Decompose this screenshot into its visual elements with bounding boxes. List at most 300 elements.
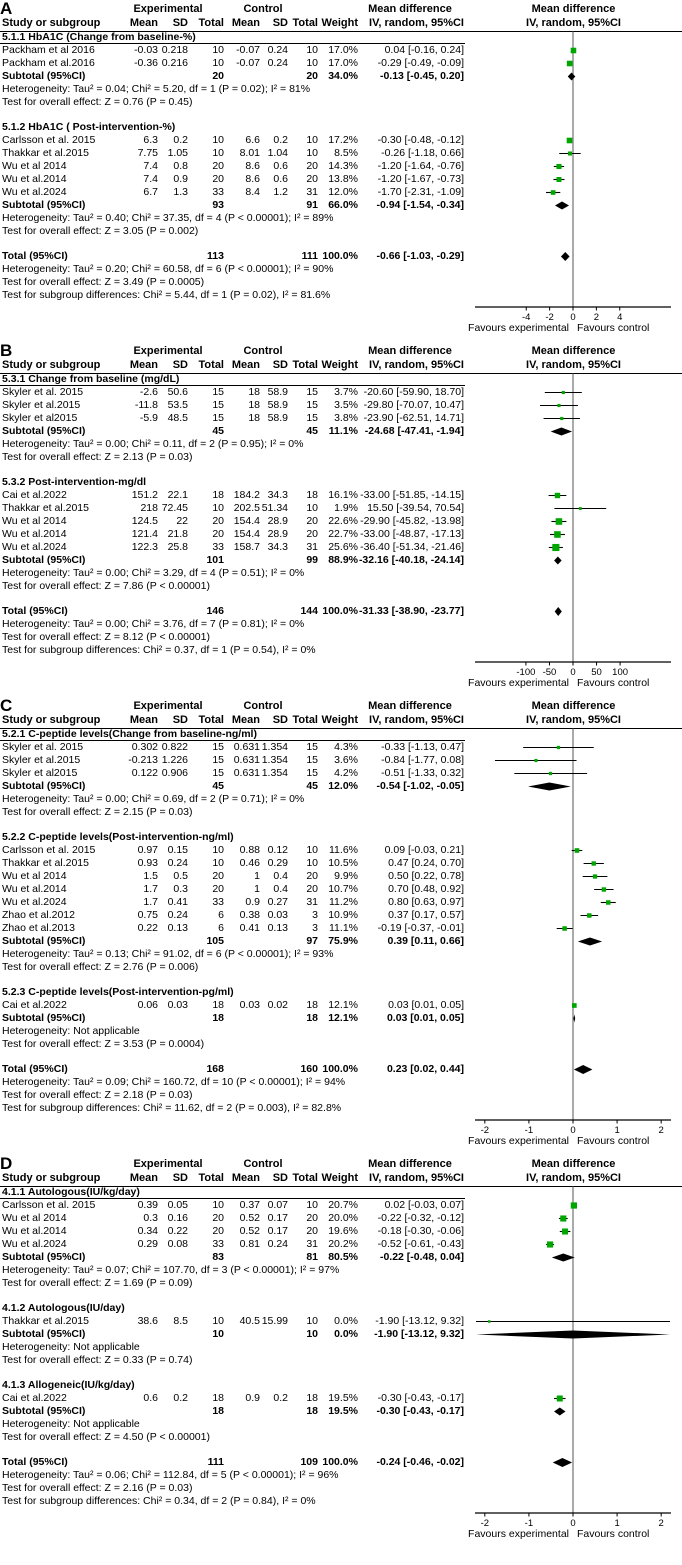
control-mean-value: 0.631 [233,754,260,766]
ci-text: 0.02 [-0.03, 0.07] [384,1199,464,1211]
weight-value: 19.5% [328,1392,358,1404]
weight-value: 4.2% [334,767,358,779]
sd-value: 25.8 [167,541,188,553]
stats-text: Test for subgroup differences: Chi² = 11.62, df = 2 (P = 0.003), I² = 82.8% [2,1102,342,1114]
sd-value: 0.08 [167,1238,188,1250]
control-group-header: Control [243,3,283,15]
mean-value: 38.6 [137,1315,158,1327]
total-value: 15 [212,754,224,766]
section-title: 4.1.2 Autologous(IU/day) [2,1302,125,1314]
ci-text: 0.50 [0.22, 0.78] [388,870,464,882]
study-name: Zhao et al.2013 [2,922,75,934]
stats-text: Test for overall effect: Z = 2.13 (P = 0.03) [2,451,193,463]
stats-text: Heterogeneity: Tau² = 0.00; Chi² = 3.29, df = 4 (P = 0.51); I² = 0% [2,567,305,579]
mean-value: 0.93 [137,857,158,869]
stats-text: Heterogeneity: Tau² = 0.00; Chi² = 0.69, df = 2 (P = 0.71); I² = 0% [2,793,305,805]
pooled-diamond [554,1408,565,1416]
control-mean-value: 0.52 [239,1212,260,1224]
study-marker [560,417,563,420]
stats-text: Heterogeneity: Tau² = 0.20; Chi² = 60.58, df = 6 (P < 0.00001); I² = 90% [2,263,334,275]
total-value: 10 [212,44,224,56]
pooled-diamond [555,202,569,210]
study-marker [557,404,560,407]
stats-text: Heterogeneity: Not applicable [2,1418,140,1430]
stats-text: Heterogeneity: Tau² = 0.07; Chi² = 107.70, df = 3 (P < 0.00001); I² = 97% [2,1264,340,1276]
weight-value: 19.5% [328,1405,358,1417]
stats-text: Test for overall effect: Z = 2.18 (P = 0.03) [2,1089,193,1101]
study-marker [572,1003,577,1008]
ci-text: -31.33 [-38.90, -23.77] [358,605,464,617]
mean-value: 1.7 [143,896,158,908]
control-sd-value: 58.9 [267,399,288,411]
control-mean-value: -0.07 [236,44,260,56]
total-value: 18 [212,999,224,1011]
plot-iv-method-header: IV, random, 95%CI [526,1172,621,1184]
subtotal-label: Subtotal (95%CI) [2,780,86,792]
section-title: 5.3.1 Change from baseline (mg/dL) [2,373,180,385]
sd-value: 0.24 [167,909,188,921]
pooled-diamond [528,783,571,791]
section-title: 4.1.3 Allogeneic(IU/kg/day) [2,1379,135,1391]
total-value: 10 [212,1328,224,1340]
favours-left-label: Favours experimental [468,322,569,334]
weight-value: 34.0% [328,70,358,82]
mean-value: -0.213 [128,754,158,766]
tick-label: 50 [591,667,602,678]
control-sd-value: 0.24 [267,44,288,56]
control-sd-value: 0.12 [267,844,288,856]
weight-value: 100.0% [322,605,358,617]
total-column-header: Total [198,1172,224,1184]
sd-value: 0.2 [173,1392,188,1404]
total-label: Total (95%CI) [2,1456,68,1468]
sd-column-header: SD [172,1172,188,1184]
control-total-value: 20 [306,515,318,527]
control-mean-value: 0.9 [245,1392,260,1404]
mean-value: -0.36 [134,57,158,69]
study-name: Packham et al 2016 [2,44,95,56]
total-value: 15 [212,741,224,753]
control-total-value: 31 [306,1238,318,1250]
control-sd-value: 0.2 [273,134,288,146]
control-total-value: 10 [306,147,318,159]
control-total-column-header: Total [292,1172,318,1184]
control-total-value: 45 [306,780,318,792]
control-sd-column-header: SD [272,1172,288,1184]
control-total-value: 144 [300,605,318,617]
control-mean-value: -0.07 [236,57,260,69]
control-total-column-header: Total [292,714,318,726]
study-name: Thakkar et al.2015 [2,502,89,514]
control-sd-value: 1.354 [261,754,288,766]
study-marker [554,531,561,538]
ci-text: -0.54 [-1.02, -0.05] [376,780,464,792]
control-sd-value: 34.3 [267,489,288,501]
ci-text: -0.19 [-0.37, -0.01] [377,922,464,934]
mean-value: 7.75 [137,147,158,159]
ci-text: 0.37 [0.17, 0.57] [388,909,464,921]
plot-iv-method-header: IV, random, 95%CI [526,359,621,371]
control-mean-column-header: Mean [231,714,260,726]
pooled-diamond [561,252,570,261]
study-marker [549,772,552,775]
ci-text: -33.00 [-48.87, -17.13] [360,528,464,540]
mean-value: 0.3 [143,1212,158,1224]
plot-column-header: Mean difference [531,1158,616,1170]
control-sd-value: 0.07 [267,1199,288,1211]
weight-value: 8.5% [334,147,358,159]
mean-value: -11.8 [134,399,158,411]
sd-value: 0.03 [167,999,188,1011]
experimental-group-header: Experimental [133,345,203,357]
control-mean-value: 40.5 [239,1315,260,1327]
total-value: 15 [212,386,224,398]
control-total-value: 20 [306,160,318,172]
total-value: 111 [207,1456,224,1468]
section-title: 5.2.2 C-peptide levels(Post-intervention-ng/ml) [2,831,234,843]
total-label: Total (95%CI) [2,250,68,262]
study-name: Wu et al 2014 [2,160,67,172]
total-value: 18 [212,1392,224,1404]
control-total-value: 15 [306,386,318,398]
control-total-value: 18 [306,1405,318,1417]
mean-value: 218 [140,502,158,514]
study-marker [592,861,596,865]
weight-value: 66.0% [328,199,358,211]
total-value: 10 [212,1315,224,1327]
total-value: 83 [212,1251,224,1263]
pooled-diamond [554,557,562,565]
control-mean-value: 0.37 [239,1199,260,1211]
section-title: 5.2.3 C-peptide levels(Post-intervention-pg/ml) [2,986,234,998]
control-total-value: 18 [306,1392,318,1404]
sd-value: 1.3 [173,186,188,198]
control-sd-value: 28.9 [267,528,288,540]
weight-value: 17.2% [328,134,358,146]
control-total-value: 15 [306,767,318,779]
panel-label: B [0,341,13,360]
control-sd-value: 0.03 [267,909,288,921]
control-sd-value: 58.9 [267,412,288,424]
study-marker [556,164,561,169]
stats-text: Heterogeneity: Not applicable [2,1341,140,1353]
stats-text: Heterogeneity: Tau² = 0.40; Chi² = 37.35, df = 4 (P < 0.00001); I² = 89% [2,212,334,224]
control-mean-value: 202.5 [233,502,260,514]
ci-text: -29.80 [-70.07, 10.47] [363,399,464,411]
control-mean-value: 0.38 [239,909,260,921]
ci-text: -32.16 [-40.18, -24.14] [358,554,464,566]
forest-plot [465,3,682,337]
plot-column-header: Mean difference [531,3,616,15]
experimental-group-header: Experimental [133,1158,203,1170]
mean-value: 0.39 [137,1199,158,1211]
study-marker [557,746,560,749]
weight-value: 100.0% [322,250,358,262]
control-total-value: 45 [306,425,318,437]
study-name: Wu et al.2024 [2,896,67,908]
sd-column-header: SD [172,714,188,726]
pooled-diamond [574,1065,593,1074]
study-name: Wu et al 2014 [2,515,67,527]
favours-left-label: Favours experimental [468,677,569,689]
panel-B [0,341,682,692]
md-column-header: Mean difference [368,700,452,712]
total-value: 113 [207,250,224,262]
mean-value: 0.122 [131,767,158,779]
subtotal-label: Subtotal (95%CI) [2,425,86,437]
ci-text: -36.40 [-51.34, -21.46] [360,541,464,553]
total-value: 33 [212,896,224,908]
stats-text: Test for overall effect: Z = 3.53 (P = 0.0004) [2,1038,205,1050]
study-name: Skyler et al.2015 [2,399,81,411]
weight-value: 0.0% [334,1328,358,1340]
study-name: Thakkar et al.2015 [2,1315,89,1327]
study-name: Skyler et al. 2015 [2,741,84,753]
stats-text: Test for overall effect: Z = 8.12 (P < 0.00001) [2,631,210,643]
ci-text: -0.52 [-0.61, -0.43] [377,1238,464,1250]
tick-label: 0 [570,1518,576,1529]
weight-value: 3.5% [334,399,358,411]
study-marker [579,507,582,510]
tick-label: 0 [570,1125,576,1136]
panel-C [0,696,682,1150]
mean-value: 151.2 [131,489,158,501]
study-name: Wu et al.2014 [2,528,67,540]
control-mean-value: 0.631 [233,767,260,779]
study-marker [560,1215,566,1221]
control-mean-value: 158.7 [233,541,260,553]
study-column-header: Study or subgroup [2,359,101,371]
study-marker [488,1320,491,1323]
study-name: Zhao et al.2012 [2,909,75,921]
ci-text: 0.70 [0.48, 0.92] [388,883,464,895]
favours-right-label: Favours control [577,1135,650,1147]
study-name: Skyler et al2015 [2,412,78,424]
control-total-value: 20 [306,70,318,82]
stats-text: Heterogeneity: Tau² = 0.00; Chi² = 0.11, df = 2 (P = 0.95); I² = 0% [2,438,304,450]
weight-column-header: Weight [321,17,358,29]
control-total-value: 31 [306,896,318,908]
weight-value: 13.8% [328,173,358,185]
mean-value: 0.22 [137,922,158,934]
stats-text: Heterogeneity: Not applicable [2,1025,140,1037]
tick-label: -50 [542,667,557,678]
panel-label: C [0,696,13,715]
subtotal-label: Subtotal (95%CI) [2,554,86,566]
stats-text: Heterogeneity: Tau² = 0.04; Chi² = 5.20, df = 1 (P = 0.02); I² = 81% [2,83,311,95]
plot-iv-method-header: IV, random, 95%CI [526,714,621,726]
stats-text: Test for overall effect: Z = 4.50 (P < 0.00001) [2,1431,210,1443]
stats-text: Test for overall effect: Z = 2.15 (P = 0.03) [2,806,193,818]
subtotal-label: Subtotal (95%CI) [2,935,86,947]
study-marker [575,848,580,853]
ci-text: -1.20 [-1.64, -0.76] [377,160,464,172]
tick-label: 0 [570,312,576,323]
control-group-header: Control [243,1158,283,1170]
control-sd-column-header: SD [272,714,288,726]
favours-left-label: Favours experimental [468,1528,569,1540]
pooled-diamond [553,1458,572,1467]
section-title: 5.1.1 HbA1C (Change from baseline-%) [2,31,196,43]
ci-text: -0.18 [-0.30, -0.06] [377,1225,464,1237]
weight-value: 12.0% [328,780,358,792]
mean-column-header: Mean [129,714,158,726]
stats-text: Test for overall effect: Z = 2.16 (P = 0.03) [2,1482,193,1494]
study-marker [562,926,566,930]
weight-value: 12.1% [328,1012,358,1024]
sd-value: 0.16 [167,1212,188,1224]
sd-value: 0.218 [161,44,188,56]
weight-value: 9.9% [334,870,358,882]
subtotal-label: Subtotal (95%CI) [2,199,86,211]
plot-column-header: Mean difference [531,345,616,357]
weight-value: 3.8% [334,412,358,424]
control-mean-value: 0.9 [245,896,260,908]
control-total-value: 81 [306,1251,318,1263]
tick-label: -1 [524,1518,534,1529]
mean-column-header: Mean [129,1172,158,1184]
total-value: 20 [212,515,224,527]
study-marker [557,1395,563,1401]
control-total-value: 15 [306,399,318,411]
mean-value: 0.29 [137,1238,158,1250]
control-total-value: 20 [306,1212,318,1224]
weight-value: 10.9% [328,909,358,921]
control-total-value: 10 [306,57,318,69]
control-sd-column-header: SD [272,17,288,29]
study-marker [555,493,560,498]
total-value: 101 [206,554,224,566]
total-value: 10 [212,134,224,146]
weight-value: 16.1% [328,489,358,501]
study-marker [567,138,573,144]
control-total-value: 18 [306,1012,318,1024]
sd-value: 0.822 [161,741,188,753]
study-name: Wu et al.2024 [2,186,67,198]
study-marker [552,544,559,551]
weight-value: 75.9% [328,935,358,947]
control-sd-value: 51.34 [261,502,288,514]
favours-right-label: Favours control [577,1528,650,1540]
ci-text: -0.84 [-1.77, 0.08] [381,754,464,766]
mean-value: 7.4 [143,160,158,172]
sd-value: 0.22 [167,1225,188,1237]
control-total-value: 97 [306,935,318,947]
ci-text: 0.47 [0.24, 0.70] [388,857,464,869]
ci-text: -0.51 [-1.33, 0.32] [381,767,464,779]
control-total-value: 10 [306,1328,318,1340]
ci-text: 0.39 [0.11, 0.66] [387,935,464,947]
control-mean-value: 18 [248,399,260,411]
weight-value: 25.6% [328,541,358,553]
study-name: Wu et al 2014 [2,1212,67,1224]
mean-column-header: Mean [129,17,158,29]
study-name: Wu et al.2014 [2,1225,67,1237]
total-value: 33 [212,541,224,553]
md-column-header: Mean difference [368,1158,452,1170]
ci-text: -0.26 [-1.18, 0.66] [381,147,464,159]
study-marker [602,887,606,891]
weight-value: 0.0% [334,1315,358,1327]
control-sd-value: 0.6 [273,173,288,185]
tick-label: 1 [614,1518,620,1529]
stats-text: Heterogeneity: Tau² = 0.06; Chi² = 112.84, df = 5 (P < 0.00001); I² = 96% [2,1469,339,1481]
stats-text: Test for overall effect: Z = 0.33 (P = 0.74) [2,1354,193,1366]
total-column-header: Total [198,17,224,29]
control-mean-value: 184.2 [233,489,260,501]
sd-value: 0.15 [167,844,188,856]
weight-value: 11.2% [329,896,358,908]
sd-value: 0.2 [173,134,188,146]
mean-value: 124.5 [131,515,158,527]
mean-value: 0.75 [137,909,158,921]
total-value: 18 [212,1012,224,1024]
subtotal-label: Subtotal (95%CI) [2,1012,86,1024]
control-sd-value: 15.99 [261,1315,288,1327]
tick-label: 2 [658,1125,664,1136]
weight-column-header: Weight [321,714,358,726]
control-sd-value: 0.6 [273,160,288,172]
forest-plot [465,1158,682,1543]
study-name: Wu et al.2024 [2,1238,67,1250]
mean-value: 0.34 [137,1225,158,1237]
control-total-value: 99 [306,554,318,566]
weight-value: 14.3% [328,160,358,172]
ci-text: -0.22 [-0.48, 0.04] [379,1251,464,1263]
weight-value: 11.6% [329,844,358,856]
weight-value: 11.1% [328,425,358,437]
ci-text: -0.29 [-0.49, -0.09] [377,57,464,69]
control-total-value: 18 [306,999,318,1011]
total-value: 20 [212,70,224,82]
stats-text: Heterogeneity: Tau² = 0.13; Chi² = 91.02, df = 6 (P < 0.00001); I² = 93% [2,948,334,960]
control-sd-value: 0.29 [267,857,288,869]
mean-value: 0.6 [143,1392,158,1404]
study-name: Cai et al.2022 [2,489,67,501]
control-sd-value: 28.9 [267,515,288,527]
mean-value: 1.7 [143,883,158,895]
control-mean-value: 154.4 [233,528,260,540]
tick-label: -1 [524,1125,534,1136]
weight-value: 19.6% [328,1225,358,1237]
ci-text: -0.33 [-1.13, 0.47] [381,741,464,753]
sd-value: 0.9 [173,173,188,185]
control-total-value: 91 [306,199,318,211]
control-total-value: 10 [306,844,318,856]
control-sd-value: 0.24 [267,1238,288,1250]
stats-text: Test for subgroup differences: Chi² = 0.37, df = 1 (P = 0.54), I² = 0% [2,644,316,656]
stats-text: Heterogeneity: Tau² = 0.00; Chi² = 3.76, df = 7 (P = 0.81); I² = 0% [2,618,305,630]
ci-text: -0.30 [-0.43, -0.17] [376,1405,464,1417]
weight-value: 3.7% [334,386,358,398]
ci-text: 0.09 [-0.03, 0.21] [384,844,464,856]
favours-right-label: Favours control [577,677,650,689]
control-total-value: 20 [306,883,318,895]
control-mean-value: 0.46 [239,857,260,869]
control-mean-value: 0.41 [239,922,260,934]
control-mean-value: 8.01 [239,147,260,159]
tick-label: -100 [516,667,536,678]
sd-value: 22 [176,515,188,527]
subtotal-label: Subtotal (95%CI) [2,1328,86,1340]
total-value: 10 [212,844,224,856]
ci-text: 0.80 [0.63, 0.97] [388,896,464,908]
weight-value: 80.5% [328,1251,358,1263]
total-value: 33 [212,1238,224,1250]
control-total-value: 15 [306,754,318,766]
pooled-diamond [573,1015,575,1023]
sd-value: 8.5 [173,1315,188,1327]
